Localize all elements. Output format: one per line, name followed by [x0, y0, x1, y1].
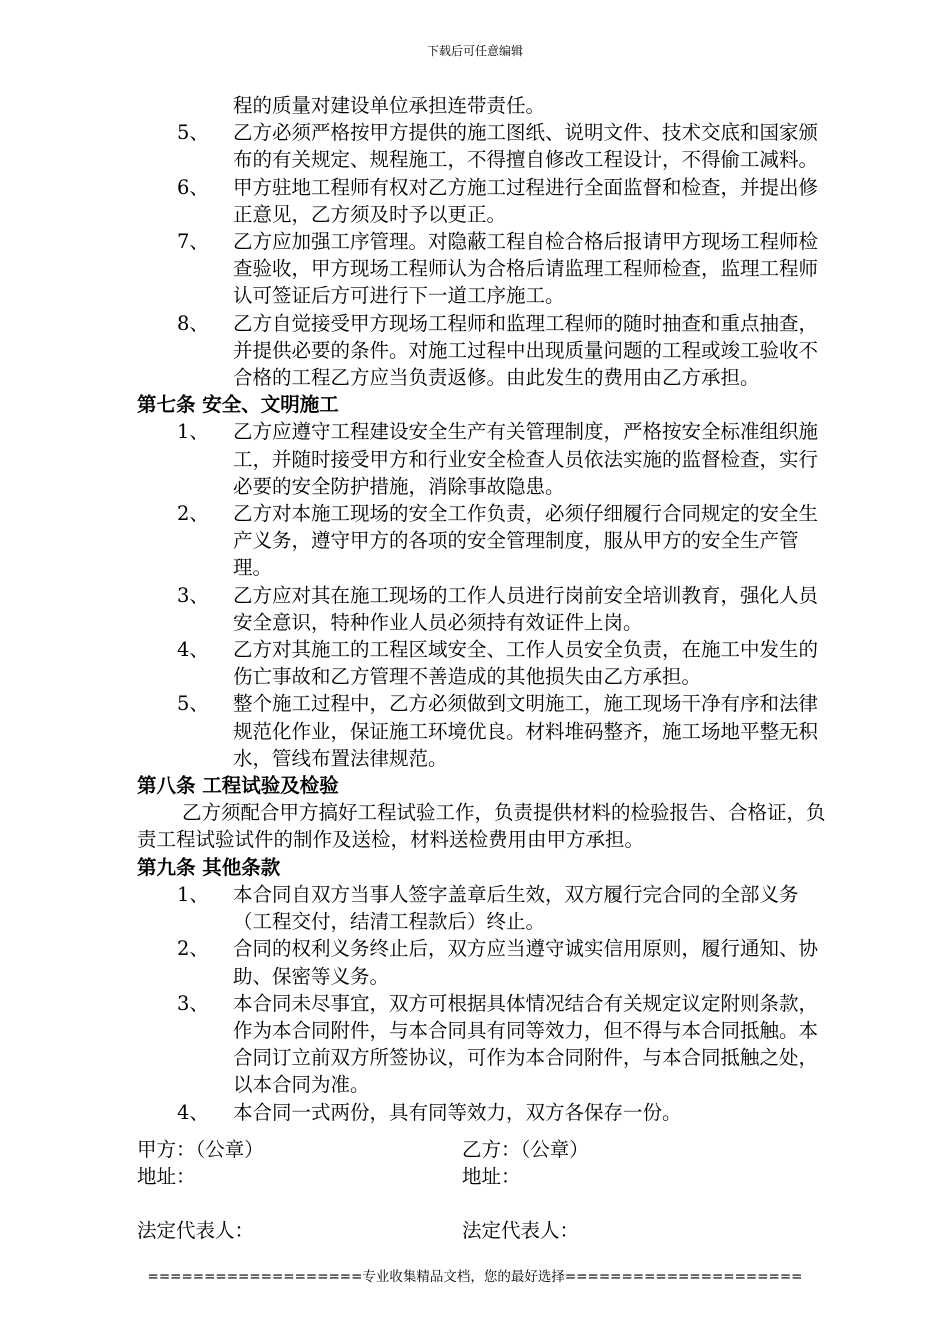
signature-row-representative: [137, 1217, 837, 1244]
item-number: 6、: [177, 175, 209, 199]
signature-row-address: [137, 1163, 837, 1190]
item-number: 1、: [177, 420, 209, 444]
item-text: 乙方自觉接受甲方现场工程师和监理工程师的随时抽查和重点抽查，并提供必要的条件。对施工过程中出现质量问题的工程或竣工验收不合格的工程乙方应当负责返修。由此发生的费用由乙方承担。: [233, 311, 819, 390]
list-item: [137, 990, 837, 1099]
list-item: [137, 119, 837, 173]
article-8-heading: 第八条 工程试验及检验: [137, 774, 339, 798]
item-number: 8、: [177, 311, 209, 335]
article-8-paragraph: 乙方须配合甲方搞好工程试验工作，负责提供材料的检验报告、合格证，负责工程试验试件的制作及送检，材料送检费用由甲方承担。: [137, 801, 826, 852]
party-b-seal: 乙方：（公章）: [462, 1137, 589, 1161]
item-number: 1、: [177, 882, 209, 906]
document-body: [137, 92, 837, 1244]
list-item: [137, 174, 837, 228]
list-item: [137, 636, 837, 690]
list-item: [137, 1099, 837, 1126]
item-number: 3、: [177, 991, 209, 1015]
item-text: 乙方应遵守工程建设安全生产有关管理制度，严格按安全标准组织施工，并随时接受甲方和行业安全检查人员依法实施的监督检查，实行必要的安全防护措施，消除事故隐患。: [233, 420, 819, 498]
item-text: 乙方对本施工现场的安全工作负责，必须仔细履行合同规定的安全生产义务，遵守甲方的各项的安全管理制度，服从甲方的安全生产管理。: [233, 502, 819, 580]
list-item: [137, 310, 837, 392]
item-text: 乙方应加强工序管理。对隐蔽工程自检合格后报请甲方现场工程师检查验收，甲方现场工程师认为合格后请监理工程师检查，监理工程师认可签证后方可进行下一道工序施工。: [233, 230, 819, 308]
item-number: 5、: [177, 121, 209, 145]
item-text: 甲方驻地工程师有权对乙方施工过程进行全面监督和检查，并提出修正意见，乙方须及时予以更正。: [233, 175, 819, 226]
item-number: 7、: [177, 230, 209, 254]
item-text: 本合同自双方当事人签字盖章后生效，双方履行完合同的全部义务（工程交付，结清工程款后）终止。: [233, 882, 799, 934]
item-number: 3、: [177, 583, 209, 607]
item-text: 本合同未尽事宜，双方可根据具体情况结合有关规定议定附则条款，作为本合同附件，与本合同具有同等效力，但不得与本合同抵触。本合同订立前双方所签协议，可作为本合同附件，与本合同抵触之处，以本合同为准。: [233, 991, 819, 1097]
item-number: 4、: [177, 1100, 209, 1124]
party-a-address: 地址：: [137, 1164, 196, 1188]
item-number: 2、: [177, 937, 209, 961]
item-text: 乙方对其施工的工程区域安全、工作人员安全负责，在施工中发生的伤亡事故和乙方管理不善造成的其他损失由乙方承担。: [233, 638, 819, 689]
item-number: 4、: [177, 638, 209, 662]
party-b-address: 地址：: [462, 1164, 521, 1188]
list-item: [137, 935, 837, 989]
list-item: [137, 881, 837, 935]
item-text: 整个施工过程中，乙方必须做到文明施工，施工现场干净有序和法律规范化作业，保证施工环境优良。材料堆码整齐，施工场地平整无积水，管线布置法律规范。: [233, 692, 819, 770]
list-item: [137, 582, 837, 636]
item-number: 2、: [177, 502, 209, 526]
item-text: 本合同一式两份，具有同等效力，双方各保存一份。: [233, 1100, 682, 1124]
party-a-seal: 甲方：（公章）: [137, 1137, 264, 1161]
list-item: [137, 690, 837, 772]
continuation-line: 程的质量对建设单位承担连带责任。: [233, 94, 546, 117]
page-footer: ===================专业收集精品文档，您的最好选择=====================: [147, 1269, 803, 1285]
item-text: 合同的权利义务终止后，双方应当遵守诚实信用原则，履行通知、协助、保密等义务。: [233, 937, 819, 988]
page-header: 下载后可任意编辑: [426, 44, 523, 58]
article-7-heading: 第七条 安全、文明施工: [137, 393, 339, 417]
item-number: 5、: [177, 692, 209, 716]
item-text: 乙方应对其在施工现场的工作人员进行岗前安全培训教育，强化人员安全意识，特种作业人员必须持有效证件上岗。: [233, 583, 819, 634]
list-item: [137, 500, 837, 582]
list-item: [137, 418, 837, 500]
article-9-heading: 第九条 其他条款: [137, 855, 281, 879]
list-item: [137, 228, 837, 310]
signature-row-seal: [137, 1136, 837, 1163]
party-a-representative: 法定代表人：: [137, 1219, 255, 1243]
item-text: 乙方必须严格按甲方提供的施工图纸、说明文件、技术交底和国家颁布的有关规定、规程施工，不得擅自修改工程设计，不得偷工减料。: [233, 121, 819, 172]
party-b-representative: 法定代表人：: [462, 1219, 580, 1243]
